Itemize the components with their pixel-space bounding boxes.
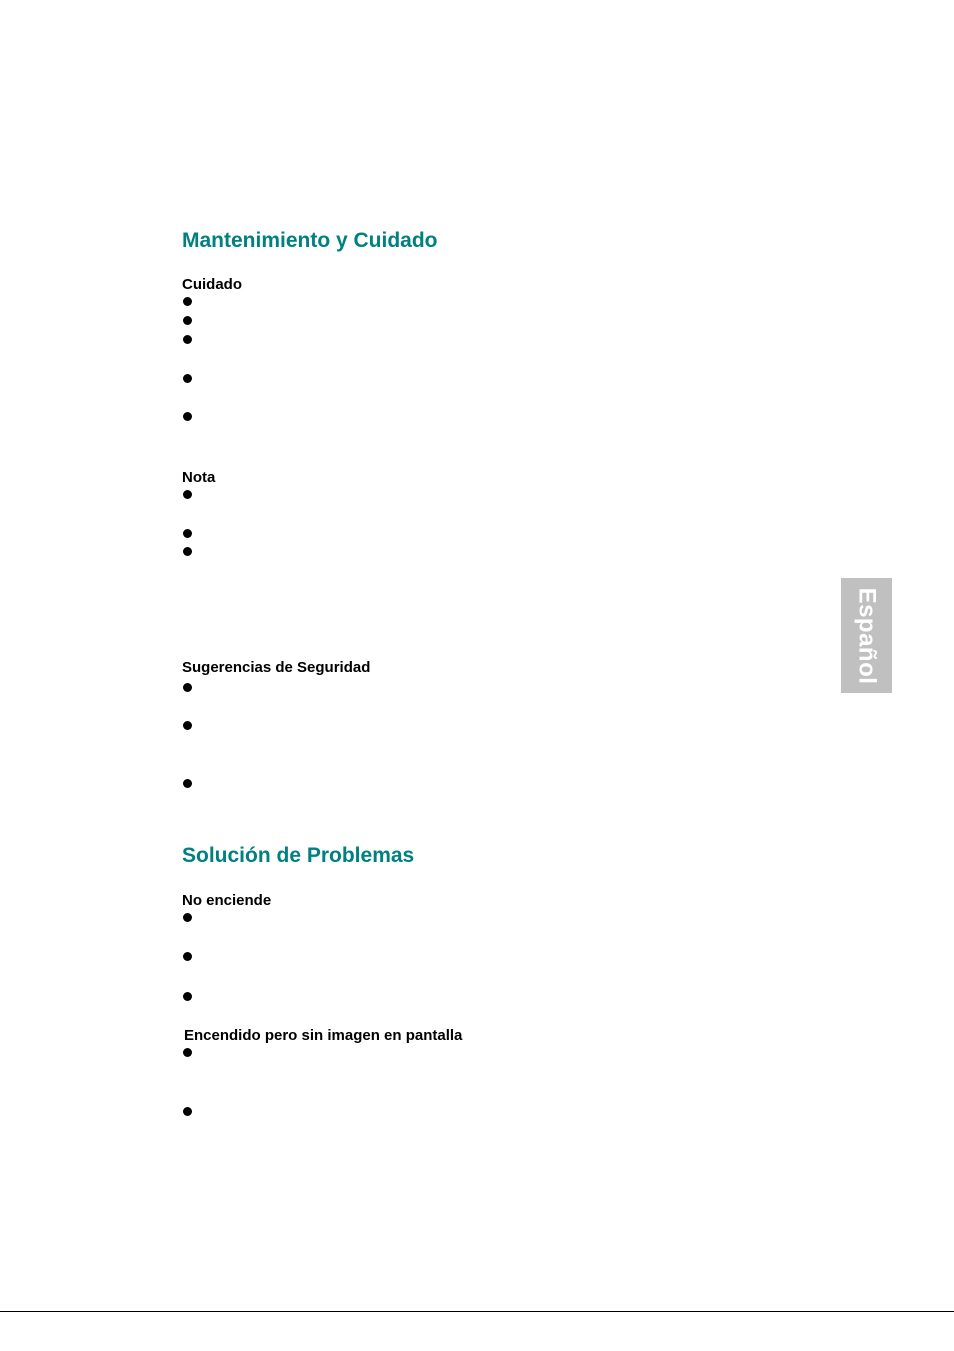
subheading-no-image: Encendido pero sin imagen en pantalla <box>184 1027 463 1044</box>
bullet-icon <box>183 1048 192 1057</box>
language-tab-label: Español <box>853 587 881 684</box>
subheading-note: Nota <box>182 469 216 486</box>
subheading-no-power: No enciende <box>182 892 272 909</box>
bullet-icon <box>183 529 192 538</box>
bullet-icon <box>183 335 192 344</box>
section-title-troubleshooting: Solución de Problemas <box>182 844 415 867</box>
footer-divider <box>0 1311 954 1312</box>
bullet-icon <box>183 1107 192 1116</box>
bullet-icon <box>183 547 192 556</box>
subheading-care: Cuidado <box>182 276 242 293</box>
subheading-safety: Sugerencias de Seguridad <box>182 659 371 676</box>
bullet-icon <box>183 412 192 421</box>
bullet-icon <box>183 913 192 922</box>
bullet-icon <box>183 490 192 499</box>
language-tab <box>841 578 892 693</box>
bullet-icon <box>183 952 192 961</box>
bullet-icon <box>183 683 192 692</box>
section-title-maintenance: Mantenimiento y Cuidado <box>182 229 438 252</box>
bullet-icon <box>183 721 192 730</box>
bullet-icon <box>183 779 192 788</box>
bullet-icon <box>183 297 192 306</box>
bullet-icon <box>183 374 192 383</box>
bullet-icon <box>183 992 192 1001</box>
bullet-icon <box>183 316 192 325</box>
